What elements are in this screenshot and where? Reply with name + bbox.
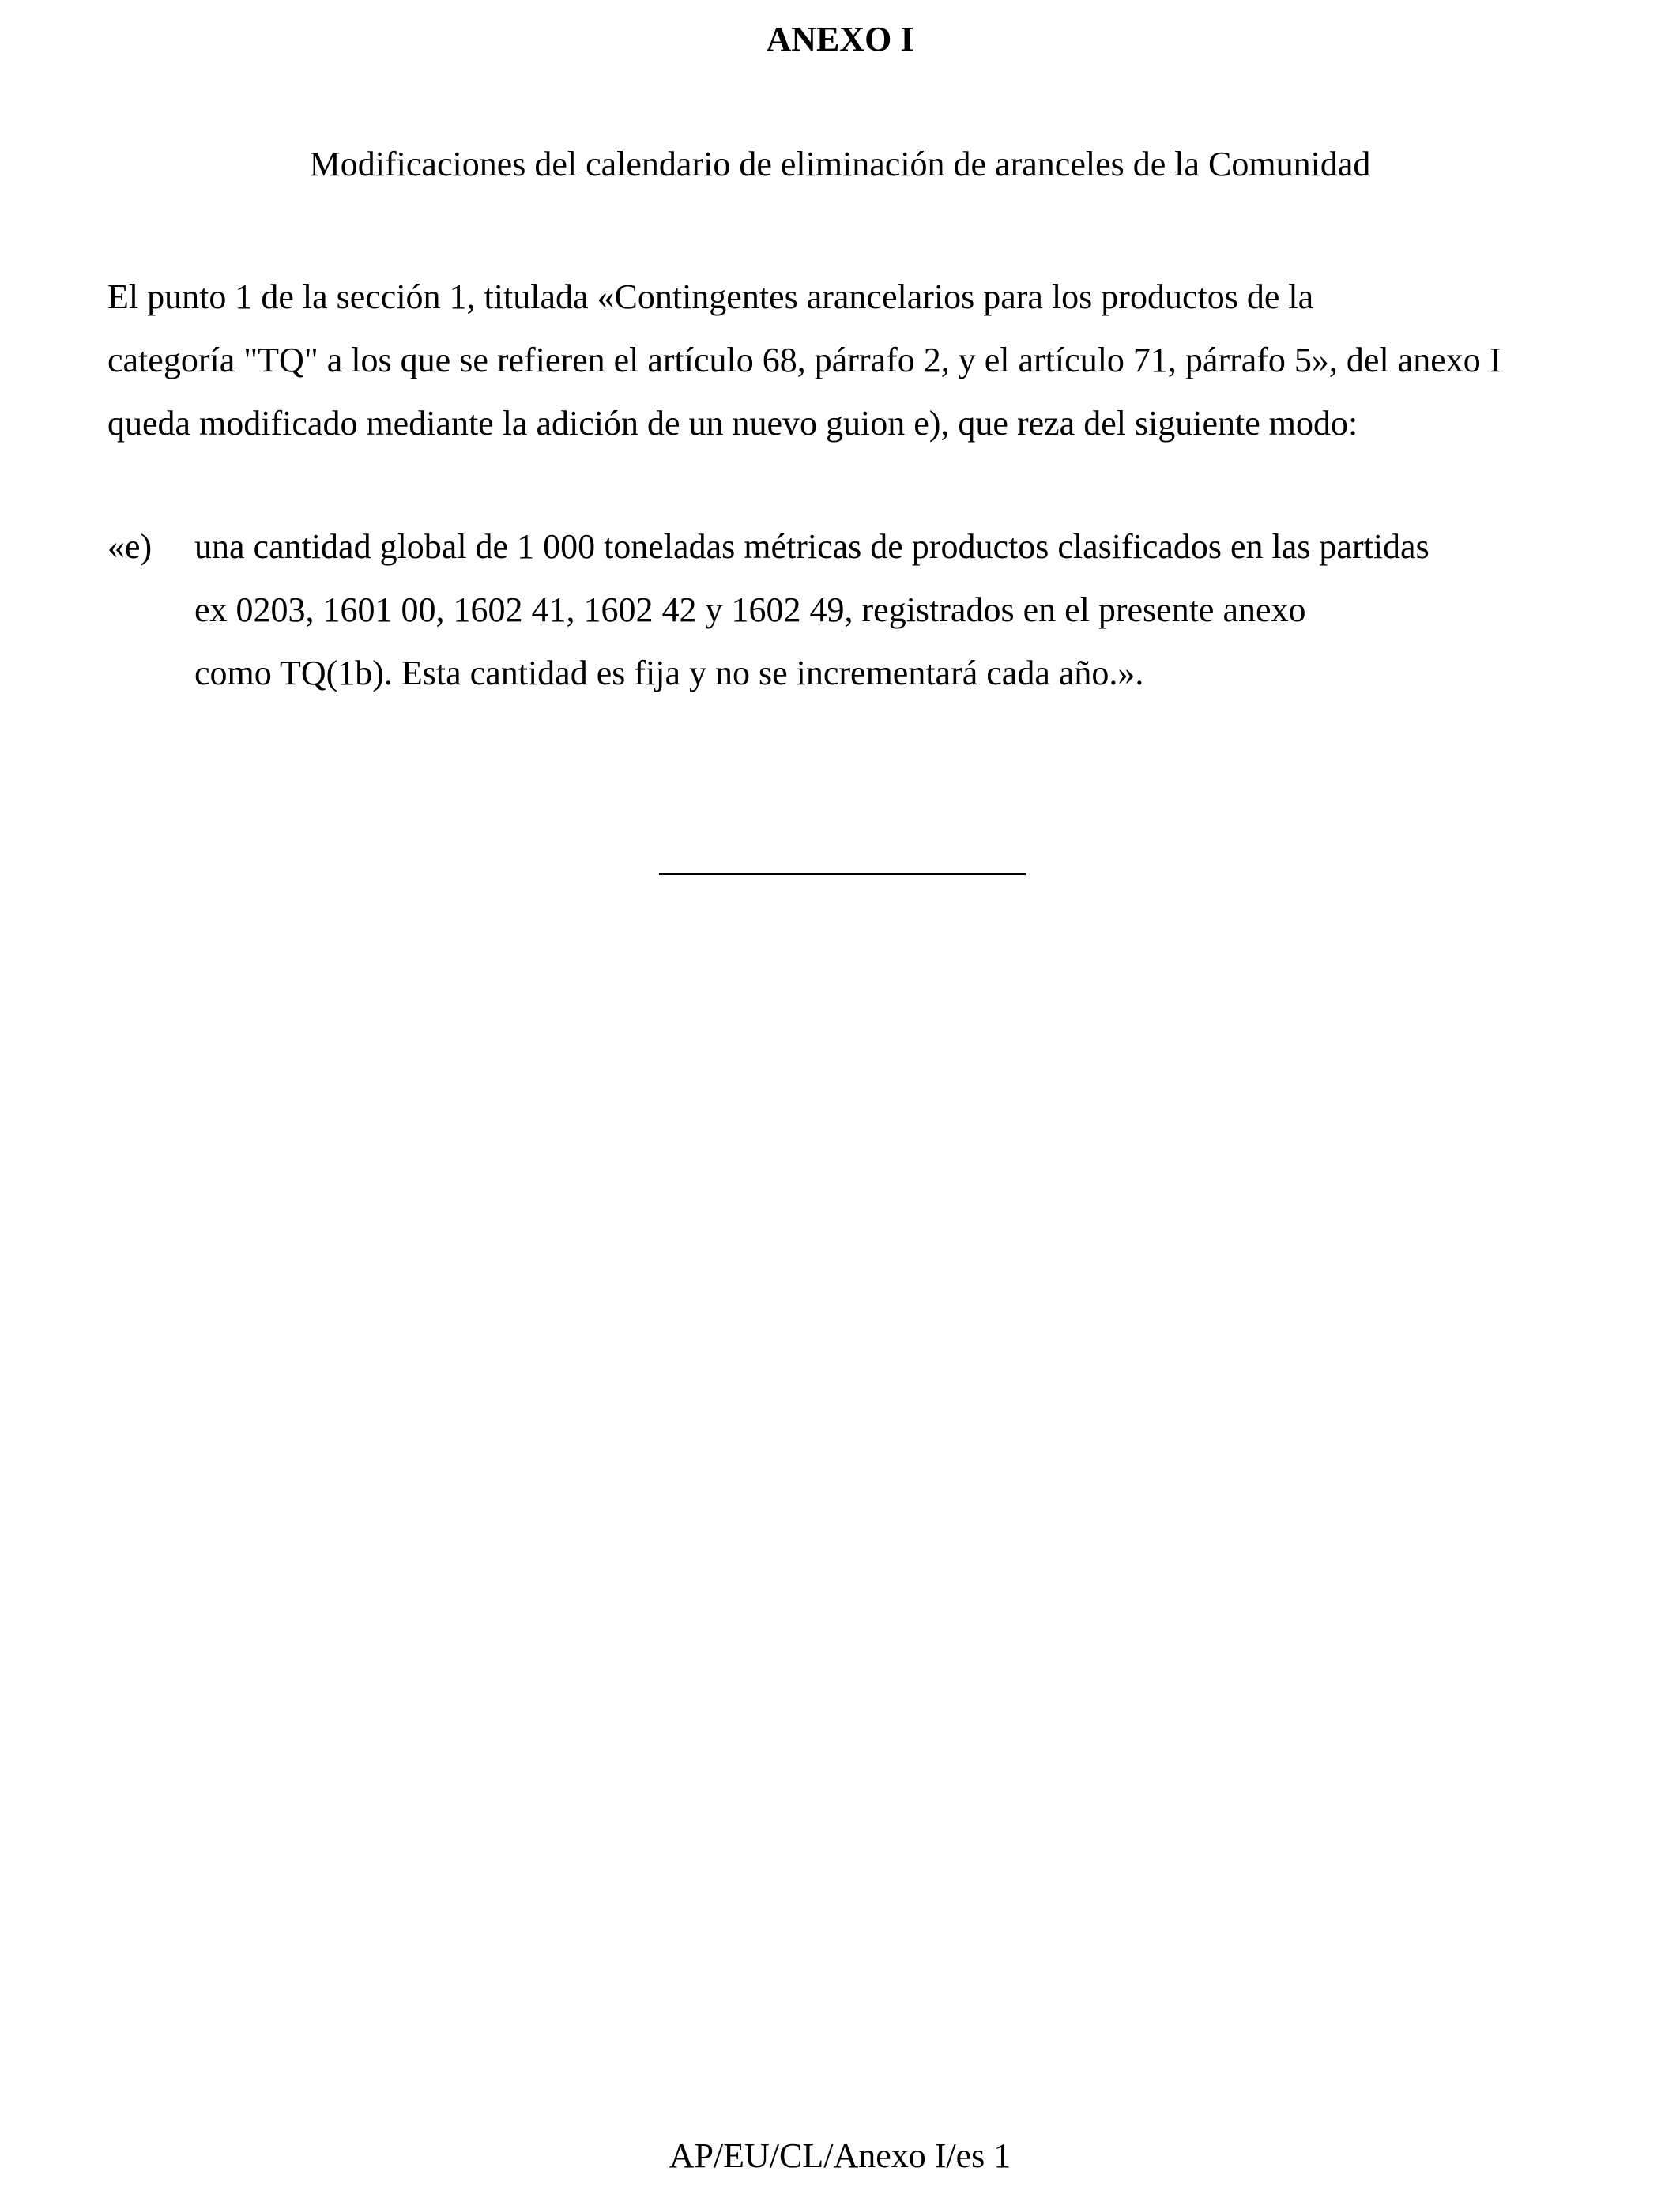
end-divider [659, 873, 1026, 875]
document-title: ANEXO I [766, 20, 914, 58]
list-item-line: ex 0203, 1601 00, 1602 41, 1602 42 y 1602 49, registrados en el presente anexo [194, 590, 1306, 629]
list-item-line: como TQ(1b). Esta cantidad es fija y no se incrementará cada año.». [194, 654, 1144, 692]
list-item-line: una cantidad global de 1 000 toneladas métricas de productos clasificados en las partidas [194, 527, 1430, 566]
document-subtitle: Modificaciones del calendario de eliminación de aranceles de la Comunidad [309, 145, 1371, 183]
intro-line: El punto 1 de la sección 1, titulada «Contingentes arancelarios para los productos de la [107, 277, 1314, 316]
intro-line: categoría "TQ" a los que se refieren el artículo 68, párrafo 2, y el artículo 71, párrafo 5», del anexo I [107, 341, 1501, 379]
intro-paragraph [107, 266, 1593, 455]
page-footer-reference: AP/EU/CL/Anexo I/es 1 [669, 2136, 1011, 2175]
list-item-text [194, 515, 1585, 705]
intro-line: queda modificado mediante la adición de un nuevo guion e), que reza del siguiente modo: [107, 404, 1358, 443]
list-item-marker: «e) [107, 527, 153, 566]
